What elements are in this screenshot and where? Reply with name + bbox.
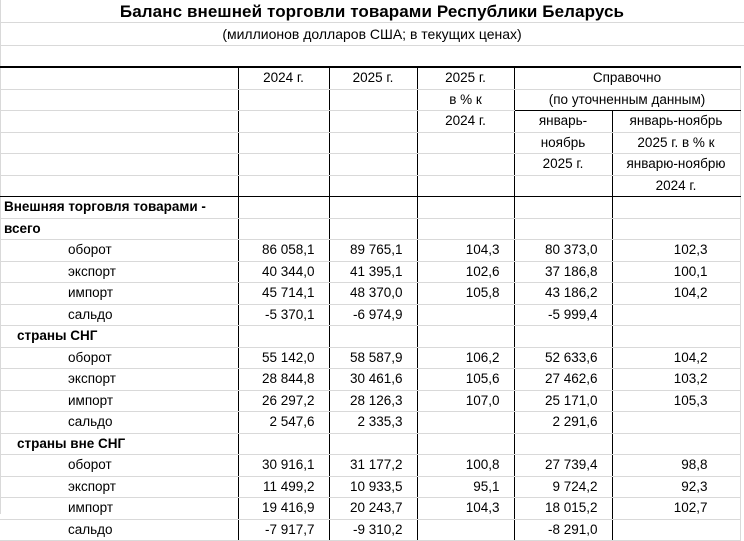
table-row bbox=[0, 390, 740, 412]
table-row bbox=[0, 261, 740, 283]
value-refpct: 103,2 bbox=[612, 369, 740, 391]
value-2024: 26 297,2 bbox=[238, 390, 329, 412]
section-header-row bbox=[0, 218, 740, 240]
section-header-row bbox=[0, 326, 740, 348]
header-empty bbox=[329, 132, 417, 154]
value-2024: -7 917,7 bbox=[238, 519, 329, 541]
table-row bbox=[0, 347, 740, 369]
gridline bbox=[0, 45, 744, 46]
value-pct: 104,3 bbox=[417, 498, 514, 520]
value-ref: 37 186,8 bbox=[514, 261, 612, 283]
row-label: импорт bbox=[0, 390, 238, 412]
header-empty bbox=[417, 154, 514, 176]
header-ref-b-l4: 2024 г. bbox=[612, 175, 740, 197]
header-empty bbox=[329, 154, 417, 176]
section-title: страны СНГ bbox=[0, 326, 238, 348]
value-refpct: 98,8 bbox=[612, 455, 740, 477]
value-ref: 18 015,2 bbox=[514, 498, 612, 520]
value-2025: -6 974,9 bbox=[329, 304, 417, 326]
value-ref: 80 373,0 bbox=[514, 240, 612, 262]
value-pct: 102,6 bbox=[417, 261, 514, 283]
header-row bbox=[0, 175, 740, 197]
value-2025: 31 177,2 bbox=[329, 455, 417, 477]
empty-cell bbox=[514, 197, 612, 219]
header-reference-l2: (по уточненным данным) bbox=[514, 89, 740, 111]
value-refpct: 104,2 bbox=[612, 283, 740, 305]
row-label: сальдо bbox=[0, 304, 238, 326]
row-label: сальдо bbox=[0, 412, 238, 434]
row-label: экспорт bbox=[0, 369, 238, 391]
value-2024: -5 370,1 bbox=[238, 304, 329, 326]
header-row bbox=[0, 67, 740, 89]
row-label: оборот bbox=[0, 347, 238, 369]
trade-balance-table bbox=[0, 66, 741, 541]
empty-cell bbox=[238, 433, 329, 455]
empty-cell bbox=[514, 433, 612, 455]
header-empty bbox=[238, 89, 329, 111]
value-2024: 11 499,2 bbox=[238, 476, 329, 498]
table-row bbox=[0, 283, 740, 305]
value-pct: 100,8 bbox=[417, 455, 514, 477]
header-label-cell bbox=[0, 175, 238, 197]
value-refpct: 105,3 bbox=[612, 390, 740, 412]
empty-cell bbox=[238, 218, 329, 240]
value-ref: 27 739,4 bbox=[514, 455, 612, 477]
value-pct bbox=[417, 412, 514, 434]
value-pct: 105,6 bbox=[417, 369, 514, 391]
empty-cell bbox=[417, 326, 514, 348]
header-ref-b-l2: 2025 г. в % к bbox=[612, 132, 740, 154]
header-pct-l2: в % к bbox=[417, 89, 514, 111]
row-label: импорт bbox=[0, 283, 238, 305]
value-2024: 55 142,0 bbox=[238, 347, 329, 369]
header-2025: 2025 г. bbox=[329, 67, 417, 89]
value-2025: 41 395,1 bbox=[329, 261, 417, 283]
value-ref: 43 186,2 bbox=[514, 283, 612, 305]
value-2024: 28 844,8 bbox=[238, 369, 329, 391]
empty-cell bbox=[612, 197, 740, 219]
header-empty bbox=[329, 89, 417, 111]
header-2024: 2024 г. bbox=[238, 67, 329, 89]
value-refpct: 100,1 bbox=[612, 261, 740, 283]
value-2024: 30 916,1 bbox=[238, 455, 329, 477]
value-2025: 2 335,3 bbox=[329, 412, 417, 434]
header-label-cell bbox=[0, 111, 238, 133]
table-row bbox=[0, 412, 740, 434]
header-empty bbox=[238, 175, 329, 197]
row-label: сальдо bbox=[0, 519, 238, 541]
row-label: импорт bbox=[0, 498, 238, 520]
value-ref: -5 999,4 bbox=[514, 304, 612, 326]
empty-cell bbox=[612, 218, 740, 240]
value-refpct: 104,2 bbox=[612, 347, 740, 369]
value-pct: 95,1 bbox=[417, 476, 514, 498]
row-label: экспорт bbox=[0, 261, 238, 283]
empty-cell bbox=[329, 197, 417, 219]
row-label: оборот bbox=[0, 455, 238, 477]
empty-cell bbox=[238, 197, 329, 219]
table-subtitle: (миллионов долларов США; в текущих ценах) bbox=[222, 26, 522, 42]
value-2025: 48 370,0 bbox=[329, 283, 417, 305]
empty-cell bbox=[417, 197, 514, 219]
table-row bbox=[0, 519, 740, 541]
header-row bbox=[0, 154, 740, 176]
value-2025: 89 765,1 bbox=[329, 240, 417, 262]
value-2024: 40 344,0 bbox=[238, 261, 329, 283]
gridline bbox=[0, 22, 744, 23]
header-row bbox=[0, 132, 740, 154]
value-ref: 27 462,6 bbox=[514, 369, 612, 391]
header-label-cell bbox=[0, 89, 238, 111]
header-pct-l1: 2025 г. bbox=[417, 67, 514, 89]
empty-cell bbox=[612, 433, 740, 455]
value-pct bbox=[417, 304, 514, 326]
header-empty bbox=[238, 154, 329, 176]
empty-cell bbox=[514, 326, 612, 348]
header-empty bbox=[238, 132, 329, 154]
value-2025: 10 933,5 bbox=[329, 476, 417, 498]
value-refpct: 92,3 bbox=[612, 476, 740, 498]
value-pct: 106,2 bbox=[417, 347, 514, 369]
header-label-cell bbox=[0, 154, 238, 176]
empty-cell bbox=[514, 218, 612, 240]
empty-cell bbox=[329, 326, 417, 348]
header-ref-b-l1: январь-ноябрь bbox=[612, 111, 740, 133]
header-row bbox=[0, 89, 740, 111]
value-2025: 30 461,6 bbox=[329, 369, 417, 391]
section-header-row bbox=[0, 197, 740, 219]
value-pct: 105,8 bbox=[417, 283, 514, 305]
value-refpct bbox=[612, 412, 740, 434]
header-ref-a-l3: 2025 г. bbox=[514, 154, 612, 176]
value-ref: 9 724,2 bbox=[514, 476, 612, 498]
value-2024: 19 416,9 bbox=[238, 498, 329, 520]
empty-cell bbox=[612, 326, 740, 348]
empty-cell bbox=[417, 433, 514, 455]
value-2024: 2 547,6 bbox=[238, 412, 329, 434]
header-ref-a-l1: январь- bbox=[514, 111, 612, 133]
value-refpct bbox=[612, 519, 740, 541]
header-empty bbox=[329, 175, 417, 197]
header-reference-l1: Справочно bbox=[514, 67, 740, 89]
table-row bbox=[0, 304, 740, 326]
section-header-row bbox=[0, 433, 740, 455]
table-title: Баланс внешней торговли товарами Республики Беларусь bbox=[119, 2, 625, 21]
header-empty bbox=[514, 175, 612, 197]
header-empty bbox=[417, 175, 514, 197]
value-2024: 86 058,1 bbox=[238, 240, 329, 262]
table-row bbox=[0, 369, 740, 391]
value-refpct: 102,3 bbox=[612, 240, 740, 262]
header-ref-a-l2: ноябрь bbox=[514, 132, 612, 154]
value-refpct bbox=[612, 304, 740, 326]
empty-cell bbox=[238, 326, 329, 348]
row-label: экспорт bbox=[0, 476, 238, 498]
empty-cell bbox=[329, 433, 417, 455]
value-ref: 25 171,0 bbox=[514, 390, 612, 412]
value-2025: -9 310,2 bbox=[329, 519, 417, 541]
value-pct bbox=[417, 519, 514, 541]
header-empty bbox=[329, 111, 417, 133]
value-2025: 20 243,7 bbox=[329, 498, 417, 520]
value-pct: 104,3 bbox=[417, 240, 514, 262]
row-label: оборот bbox=[0, 240, 238, 262]
table-row bbox=[0, 455, 740, 477]
value-ref: -8 291,0 bbox=[514, 519, 612, 541]
header-empty bbox=[417, 132, 514, 154]
table-row bbox=[0, 498, 740, 520]
value-2025: 58 587,9 bbox=[329, 347, 417, 369]
header-label-cell bbox=[0, 132, 238, 154]
section-title: страны вне СНГ bbox=[0, 433, 238, 455]
value-2025: 28 126,3 bbox=[329, 390, 417, 412]
value-pct: 107,0 bbox=[417, 390, 514, 412]
header-row bbox=[0, 111, 740, 133]
header-ref-b-l3: январю-ноябрю bbox=[612, 154, 740, 176]
section-title-cont: всего bbox=[0, 218, 238, 240]
table-row bbox=[0, 240, 740, 262]
header-pct-l3: 2024 г. bbox=[417, 111, 514, 133]
empty-cell bbox=[417, 218, 514, 240]
value-2024: 45 714,1 bbox=[238, 283, 329, 305]
empty-cell bbox=[329, 218, 417, 240]
value-refpct: 102,7 bbox=[612, 498, 740, 520]
value-ref: 52 633,6 bbox=[514, 347, 612, 369]
header-empty bbox=[238, 111, 329, 133]
value-ref: 2 291,6 bbox=[514, 412, 612, 434]
table-row bbox=[0, 476, 740, 498]
section-title: Внешняя торговля товарами - bbox=[0, 197, 238, 219]
header-label-cell bbox=[0, 67, 238, 89]
